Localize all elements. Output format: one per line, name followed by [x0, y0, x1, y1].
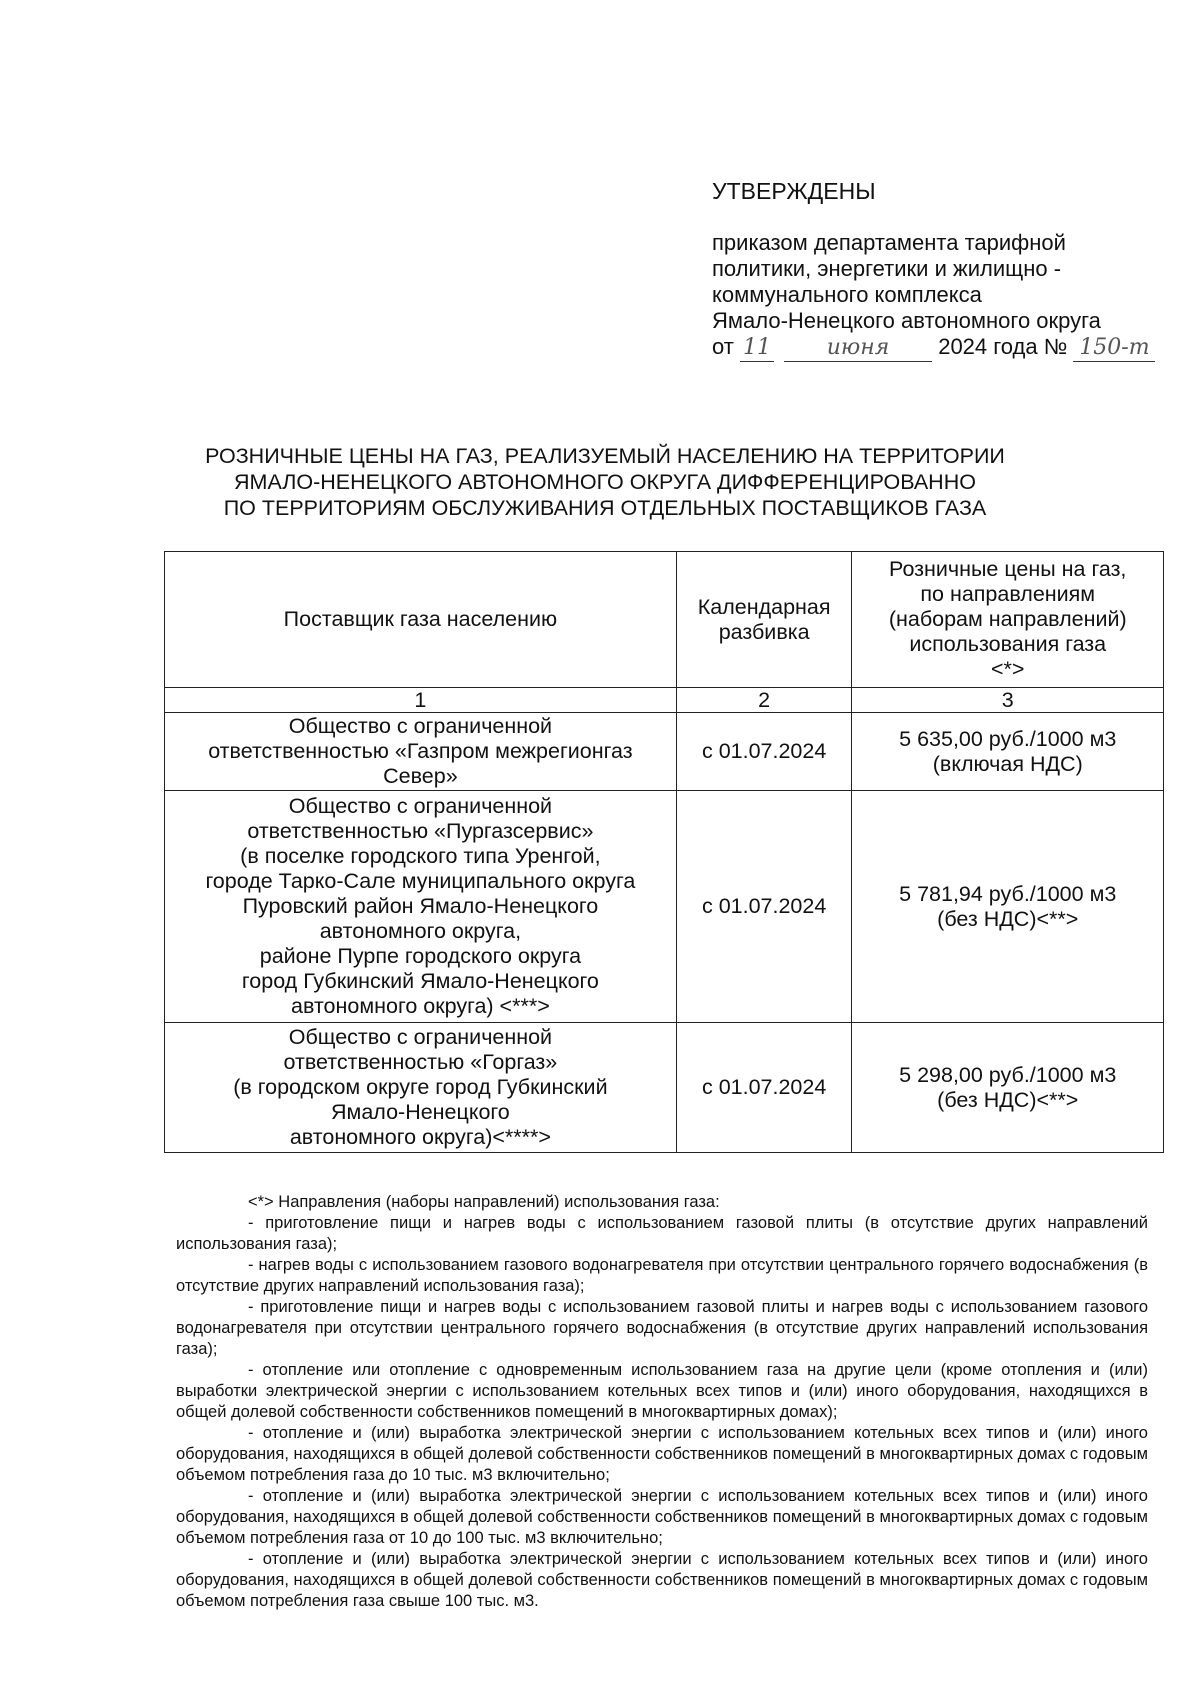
approval-line-2: политики, энергетики и жилищно -	[712, 256, 1062, 281]
approval-line-4: Ямало-Ненецкого автономного округа	[712, 308, 1101, 333]
period-cell: с 01.07.2024	[676, 1023, 852, 1153]
table-number-row	[165, 688, 1164, 713]
table-row	[165, 713, 1164, 791]
footnote-item: - отопление и (или) выработка электрической энергии с использованием котельных всех типов и (или) иного оборудования, находящихся в общей долевой собственности собственников помещений в многоквартирных домах с годовым объемом потребления газа свыше 100 тыс. м3.	[176, 1550, 1148, 1610]
header-period: Календарная разбивка	[676, 552, 852, 688]
period-cell: с 01.07.2024	[676, 713, 852, 791]
approval-date-line	[712, 334, 1182, 362]
table-header-row	[165, 552, 1164, 688]
price-cell: 5 635,00 руб./1000 м3 (включая НДС)	[852, 713, 1164, 791]
supplier-cell: Общество с ограниченной ответственностью «Горгаз» (в городском округе город Губкинский Ямало-Ненецкого автономного округа)<****>	[165, 1023, 677, 1153]
date-day-handwritten: 11	[740, 335, 774, 362]
approval-block	[712, 178, 1182, 362]
period-cell: с 01.07.2024	[676, 791, 852, 1023]
approval-line-1: приказом департамента тарифной	[712, 230, 1066, 255]
order-number-handwritten: 150-т	[1073, 335, 1155, 362]
date-month-handwritten: июня	[784, 335, 932, 362]
date-year-text: 2024 года №	[938, 334, 1068, 359]
price-cell: 5 298,00 руб./1000 м3 (без НДС)<**>	[852, 1023, 1164, 1153]
table-row	[165, 791, 1164, 1023]
price-cell: 5 781,94 руб./1000 м3 (без НДС)<**>	[852, 791, 1164, 1023]
supplier-cell: Общество с ограниченной ответственностью «Пургазсервис» (в поселке городского типа Уренгой, городе Тарко-Сале муниципального округа Пуровский район Ямало-Ненецкого автономного округа, районе Пурпе городского округа город Губкинский Ямало-Ненецкого автономного округа) <***>	[165, 791, 677, 1023]
header-supplier: Поставщик газа населению	[165, 552, 677, 688]
footnote-item: - приготовление пищи и нагрев воды с использованием газовой плиты и нагрев воды с использованием газового водонагревателя при отсутствии центрального горячего водоснабжения (в отсутствие других направлений использования газа);	[176, 1298, 1148, 1358]
column-number-2: 2	[676, 688, 852, 713]
column-number-1: 1	[165, 688, 677, 713]
document-title: РОЗНИЧНЫЕ ЦЕНЫ НА ГАЗ, РЕАЛИЗУЕМЫЙ НАСЕЛЕНИЮ НА ТЕРРИТОРИИ ЯМАЛО-НЕНЕЦКОГО АВТОНОМНОГО ОКРУГА ДИФФЕРЕНЦИРОВАННО ПО ТЕРРИТОРИЯМ ОБСЛУЖИВАНИЯ ОТДЕЛЬНЫХ ПОСТАВЩИКОВ ГАЗА	[205, 444, 1005, 520]
price-table	[164, 551, 1164, 1153]
footnote-item: - приготовление пищи и нагрев воды с использованием газовой плиты (в отсутствие других направлений использования газа);	[176, 1214, 1148, 1253]
approval-line-3: коммунального комплекса	[712, 282, 982, 307]
footnote-item: - нагрев воды с использованием газового водонагревателя при отсутствии центрального горячего водоснабжения (в отсутствие других направлений использования газа);	[176, 1256, 1148, 1295]
approval-heading: УТВЕРЖДЕНЫ	[712, 178, 876, 204]
date-prefix: от	[712, 334, 734, 359]
supplier-cell: Общество с ограниченной ответственностью «Газпром межрегионгаз Север»	[165, 713, 677, 791]
footnote-intro: <*> Направления (наборы направлений) использования газа:	[248, 1193, 720, 1211]
footnote-item: - отопление и (или) выработка электрической энергии с использованием котельных всех типов и (или) иного оборудования, находящихся в общей долевой собственности собственников помещений в многоквартирных домах с годовым объемом потребления газа от 10 до 100 тыс. м3 включительно;	[176, 1487, 1148, 1547]
header-price: Розничные цены на газ, по направлениям (наборам направлений) использования газа <*>	[852, 552, 1164, 688]
footnote-item: - отопление и (или) выработка электрической энергии с использованием котельных всех типов и (или) иного оборудования, находящихся в общей долевой собственности собственников помещений в многоквартирных домах с годовым объемом потребления газа до 10 тыс. м3 включительно;	[176, 1424, 1148, 1484]
footnote-item: - отопление или отопление с одновременным использованием газа на другие цели (кроме отопления и (или) выработки электрической энергии с использованием котельных всех типов и (или) иного оборудования, находящихся в общей долевой собственности собственников помещений в многоквартирных домах);	[176, 1361, 1148, 1421]
footnotes	[176, 1192, 1148, 1612]
table-row	[165, 1023, 1164, 1153]
column-number-3: 3	[852, 688, 1164, 713]
